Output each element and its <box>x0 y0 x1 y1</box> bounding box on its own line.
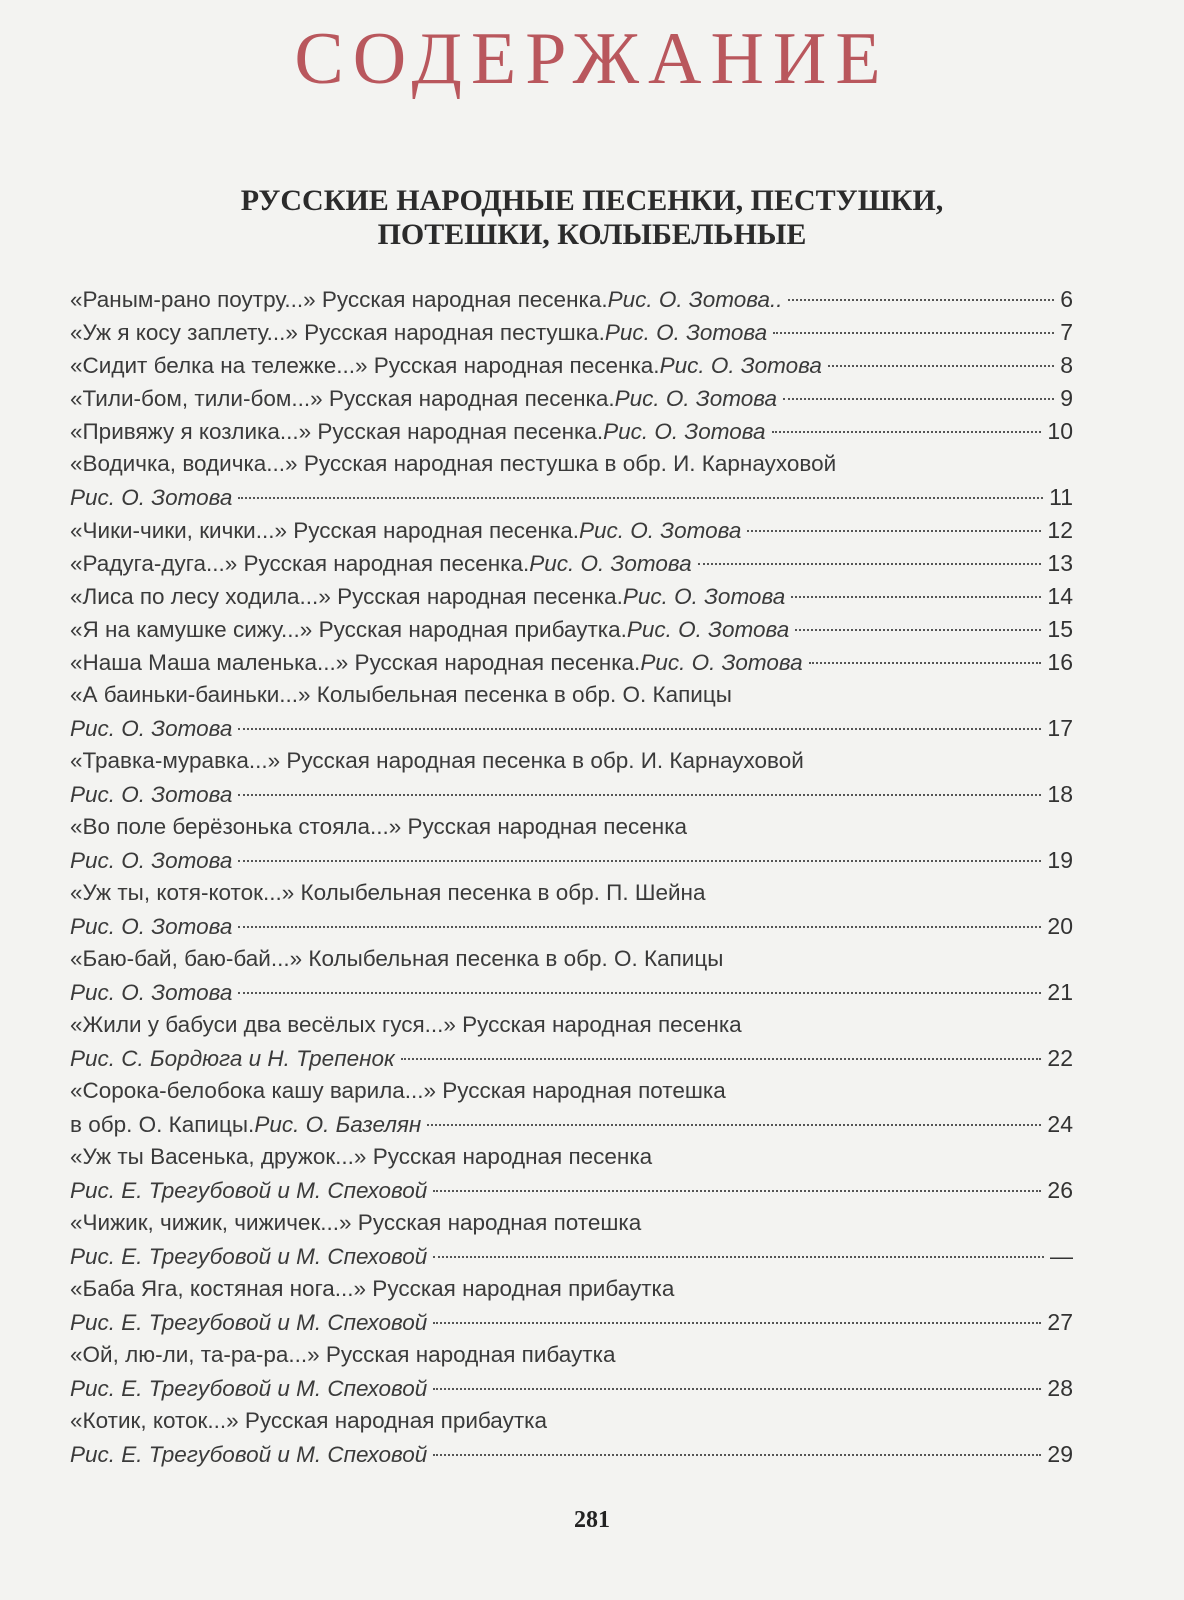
dot-leader <box>783 398 1054 400</box>
toc-entry[interactable] <box>70 946 1073 1012</box>
entry-title: «Чижик, чижик, чижичек...» Русская народная потешка <box>70 1210 642 1235</box>
toc-entry[interactable] <box>70 1342 1073 1408</box>
page-number: 7 <box>1060 319 1073 345</box>
toc-entry[interactable] <box>70 616 1073 649</box>
entry-illustrator: Рис. О. Зотова <box>659 353 822 378</box>
entry-illustrator: Рис. Е. Трегубовой и М. Спеховой <box>70 1442 428 1467</box>
page-number: 24 <box>1047 1111 1073 1137</box>
page-number: 9 <box>1060 385 1073 411</box>
entry-illustrator: Рис. О. Зотова <box>70 782 233 807</box>
page-number: 17 <box>1047 715 1073 741</box>
page-number: 29 <box>1047 1441 1073 1467</box>
entry-illustrator: Рис. О. Зотова <box>70 848 233 873</box>
entry-illustrator: Рис. О. Зотова <box>70 485 233 510</box>
page-folio: 281 <box>574 1507 610 1533</box>
page-number: 13 <box>1047 550 1073 576</box>
entry-illustrator: Рис. О. Зотова <box>70 980 233 1005</box>
dot-leader <box>809 662 1042 664</box>
entry-title: «Сорока-белобока кашу варила...» Русская народная потешка <box>70 1078 726 1103</box>
entry-illustrator: Рис. Е. Трегубовой и М. Спеховой <box>70 1244 428 1269</box>
entry-title: «Лиса по лесу ходила...» Русская народная песенка. <box>70 584 623 609</box>
entry-title: «Тили-бом, тили-бом...» Русская народная песенка. <box>70 386 615 411</box>
entry-illustrator: Рис. Е. Трегубовой и М. Спеховой <box>70 1310 428 1335</box>
page-number: 26 <box>1047 1177 1073 1203</box>
entry-illustrator: Рис. О. Зотова.. <box>607 287 783 312</box>
page-number: 11 <box>1049 484 1073 510</box>
page-number: 16 <box>1047 649 1073 675</box>
toc-entry[interactable] <box>70 352 1073 385</box>
entry-illustrator: Рис. О. Базелян <box>254 1112 422 1137</box>
page-number: 27 <box>1047 1309 1073 1335</box>
dot-leader <box>795 629 1041 631</box>
toc-entry[interactable] <box>70 451 1073 517</box>
dot-leader <box>791 596 1041 598</box>
dot-leader <box>238 992 1041 994</box>
section-heading <box>0 184 1184 252</box>
entry-title: «Травка-муравка...» Русская народная песенка в обр. И. Карнауховой <box>70 748 804 773</box>
dot-leader <box>427 1124 1041 1126</box>
dot-leader <box>772 431 1042 433</box>
dot-leader <box>698 563 1042 565</box>
page-number: 21 <box>1047 979 1073 1005</box>
entry-illustrator: Рис. С. Бордюга и Н. Трепенок <box>70 1046 395 1071</box>
entry-illustrator: Рис. Е. Трегубовой и М. Спеховой <box>70 1178 428 1203</box>
toc-entry[interactable] <box>70 550 1073 583</box>
toc-entry[interactable] <box>70 1408 1073 1474</box>
entry-title: «Радуга-дуга...» Русская народная песенка. <box>70 551 530 576</box>
page-number: 8 <box>1060 352 1073 378</box>
dot-leader <box>238 728 1041 730</box>
toc-entry[interactable] <box>70 1276 1073 1342</box>
entry-illustrator: Рис. О. Зотова <box>604 320 768 345</box>
dot-leader <box>773 332 1054 334</box>
entry-title: «Баба Яга, костяная нога...» Русская народная прибаутка <box>70 1276 675 1301</box>
toc-entry[interactable] <box>70 682 1073 748</box>
dot-leader <box>238 926 1041 928</box>
toc-entry[interactable] <box>70 649 1073 682</box>
entry-illustrator: Рис. О. Зотова <box>626 617 790 642</box>
toc-entry[interactable] <box>70 319 1073 352</box>
page-number: 6 <box>1060 286 1073 312</box>
dot-leader <box>788 299 1054 301</box>
toc-entry[interactable] <box>70 814 1073 880</box>
entry-title: «Привяжу я козлика...» Русская народная песенка. <box>70 419 604 444</box>
page-number: 20 <box>1047 913 1073 939</box>
page-number: 22 <box>1047 1045 1073 1071</box>
entry-title: «Жили у бабуси два весёлых гуся...» Русская народная песенка <box>70 1012 742 1037</box>
page-number: 28 <box>1047 1375 1073 1401</box>
entry-title: «Ой, лю-ли, та-ра-ра...» Русская народная пибаутка <box>70 1342 616 1367</box>
entry-title: «Я на камушке сижу...» Русская народная прибаутка. <box>70 617 627 642</box>
toc-entry[interactable] <box>70 880 1073 946</box>
entry-illustrator: Рис. О. Зотова <box>529 551 692 576</box>
entry-illustrator: Рис. О. Зотова <box>603 419 766 444</box>
entry-title: «Уж ты, котя-коток...» Колыбельная песенка в обр. П. Шейна <box>70 880 706 905</box>
page-number: 12 <box>1047 517 1073 543</box>
entry-title: «Раным-рано поутру...» Русская народная песенка. <box>70 287 608 312</box>
page-number: — <box>1050 1243 1073 1269</box>
dot-leader <box>433 1322 1041 1324</box>
toc-entry[interactable] <box>70 385 1073 418</box>
page-number: 19 <box>1047 847 1073 873</box>
dot-leader <box>238 794 1041 796</box>
page-number: 14 <box>1047 583 1073 609</box>
entry-title: «Наша Маша маленька...» Русская народная песенка. <box>70 650 641 675</box>
dot-leader <box>828 365 1054 367</box>
entry-arrangement: в обр. О. Капицы. <box>70 1112 255 1137</box>
dot-leader <box>433 1190 1041 1192</box>
entry-illustrator: Рис. О. Зотова <box>70 914 233 939</box>
table-of-contents <box>70 286 1073 1474</box>
dot-leader <box>433 1388 1041 1390</box>
toc-entry[interactable] <box>70 286 1073 319</box>
entry-title: «А баиньки-баиньки...» Колыбельная песенка в обр. О. Капицы <box>70 682 732 707</box>
entry-title: «Чики-чики, кички...» Русская народная песенка. <box>70 518 580 543</box>
entry-illustrator: Рис. Е. Трегубовой и М. Спеховой <box>70 1376 428 1401</box>
section-heading-line-1: РУССКИЕ НАРОДНЫЕ ПЕСЕНКИ, ПЕСТУШКИ, <box>240 184 944 217</box>
toc-entry[interactable] <box>70 517 1073 550</box>
toc-entry[interactable] <box>70 418 1073 451</box>
page-number: 15 <box>1047 616 1073 642</box>
dot-leader <box>238 497 1043 499</box>
toc-entry[interactable] <box>70 1012 1073 1078</box>
entry-title: «Уж ты Васенька, дружок...» Русская народная песенка <box>70 1144 653 1169</box>
dot-leader <box>433 1454 1041 1456</box>
entry-title: «Уж я косу заплету...» Русская народная пестушка. <box>70 320 605 345</box>
entry-illustrator: Рис. О. Зотова <box>640 650 803 675</box>
toc-entry[interactable] <box>70 748 1073 814</box>
dot-leader <box>401 1058 1042 1060</box>
page-number: 18 <box>1047 781 1073 807</box>
entry-illustrator: Рис. О. Зотова <box>614 386 777 411</box>
entry-illustrator: Рис. О. Зотова <box>579 518 742 543</box>
toc-entry[interactable] <box>70 583 1073 616</box>
page-title: СОДЕРЖАНИЕ <box>294 18 890 100</box>
entry-title: «Баю-бай, баю-бай...» Колыбельная песенка в обр. О. Капицы <box>70 946 724 971</box>
entry-title: «Сидит белка на тележке...» Русская народная песенка. <box>70 353 660 378</box>
dot-leader <box>747 530 1041 532</box>
entry-title: «Котик, коток...» Русская народная прибаутка <box>70 1408 547 1433</box>
entry-illustrator: Рис. О. Зотова <box>622 584 786 609</box>
page-number: 10 <box>1047 418 1073 444</box>
toc-entry[interactable] <box>70 1078 1073 1144</box>
section-heading-line-2: ПОТЕШКИ, КОЛЫБЕЛЬНЫЕ <box>377 218 807 251</box>
dot-leader <box>238 860 1041 862</box>
toc-entry[interactable] <box>70 1210 1073 1276</box>
dot-leader <box>433 1256 1044 1258</box>
entry-title: «Водичка, водичка...» Русская народная пестушка в обр. И. Карнауховой <box>70 451 837 476</box>
toc-entry[interactable] <box>70 1144 1073 1210</box>
entry-illustrator: Рис. О. Зотова <box>70 716 233 741</box>
entry-title: «Во поле берёзонька стояла...» Русская народная песенка <box>70 814 688 839</box>
